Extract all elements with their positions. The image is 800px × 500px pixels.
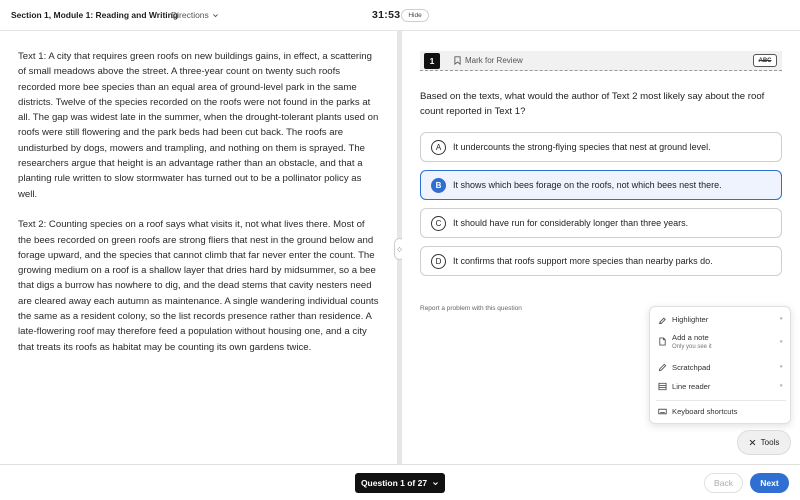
top-header [0, 0, 800, 31]
line-reader-icon [658, 382, 667, 391]
passage-text-1: Text 1: A city that requires green roofs on new buildings gains, in effect, a scattering of small meadows above the street. A three-year count on twenty such roofs recorded more bee species than an equal area of ground-level park in the same districts. Twelve of the species recorded on the roofs were not found in the parks at all. The gap was widest late in the summer, when the drought-tolerant plants used on roofs were still flowering and the park beds had been cut back. The roofs are undisturbed by dogs, mowers and trampling, and nothing on them is sprayed. The researchers argue that height is an advantage rather than an obstacle, and that a planting rule written to slow stormwater has turned out to be a pollinator policy as well. [18, 51, 379, 200]
next-button[interactable]: Next [750, 473, 789, 493]
report-problem-link[interactable]: Report a problem with this question [420, 305, 522, 312]
choice-text: It shows which bees forage on the roofs, not which bees nest there. [453, 180, 722, 190]
shortcut-dot-icon: ● [779, 339, 783, 345]
choice-letter: B [431, 178, 446, 193]
question-toolbar [420, 51, 782, 71]
choice-d[interactable] [420, 246, 782, 276]
shortcut-dot-icon: ● [779, 383, 783, 389]
tool-label: Highlighter [672, 315, 709, 324]
choice-a[interactable] [420, 132, 782, 162]
choice-b[interactable] [420, 170, 782, 200]
timer: 31:53 [372, 9, 401, 21]
hide-timer-button[interactable]: Hide [401, 9, 429, 22]
back-button[interactable]: Back [704, 473, 743, 493]
keyboard-icon [658, 407, 667, 416]
highlighter-icon [658, 315, 667, 324]
tool-label: Scratchpad [672, 363, 711, 372]
mark-for-review-button[interactable] [454, 56, 523, 65]
passage-text-2: Text 2: Counting species on a roof says what visits it, not what lives there. Most of the bees recorded on green roofs are strong fliers that nest in the ground below and forage upward, and the species that cannot climb that far never enter the count. The growing medium on a roof is a shallow layer that dries hard by midsummer, so a bee that digs a burrow has nowhere to dig, and the dead stems that cavity nesters need are cleared away each autumn as maintenance. A single wandering individual counts the same as a resident colony, so the list records presence rather than residence. A late-flowering roof may therefore feed a population without housing one, and a city that treats its roofs as habitat may be counting its own gardens twice. [18, 219, 379, 353]
tools-menu [649, 306, 791, 424]
menu-divider [656, 400, 786, 401]
chevron-down-icon [212, 12, 219, 19]
tool-label: Add a note [672, 333, 709, 342]
shortcut-dot-icon: ● [779, 364, 783, 370]
question-number: 1 [424, 53, 440, 69]
section-title: Section 1, Module 1: Reading and Writing [11, 10, 179, 20]
passage-pane [0, 31, 397, 464]
choice-letter: A [431, 140, 446, 155]
tools-toggle-button[interactable] [737, 430, 791, 455]
mark-review-label: Mark for Review [465, 56, 523, 65]
note-icon [658, 337, 667, 346]
tools-label: Tools [760, 438, 780, 447]
tool-line-reader[interactable] [650, 381, 790, 395]
choice-text: It confirms that roofs support more species than nearby parks do. [453, 256, 713, 266]
directions-button[interactable] [171, 10, 219, 20]
shortcut-dot-icon: ● [779, 316, 783, 322]
drag-handle-icon: ◇ [397, 246, 402, 253]
passage [18, 49, 380, 370]
choice-letter: D [431, 254, 446, 269]
tool-highlighter[interactable] [650, 314, 790, 328]
bookmark-icon [454, 56, 461, 65]
bottom-footer [0, 464, 800, 500]
tool-sublabel: Only you see it [672, 344, 712, 350]
close-icon [749, 439, 756, 446]
pencil-icon [658, 363, 667, 372]
answer-eliminator-button[interactable]: ABC [753, 54, 777, 67]
tool-label: Keyboard shortcuts [672, 407, 738, 416]
tool-scratchpad[interactable] [650, 362, 790, 376]
choice-letter: C [431, 216, 446, 231]
tool-label: Line reader [672, 382, 711, 391]
question-nav-label: Question 1 of 27 [360, 478, 428, 488]
tool-keyboard-shortcuts[interactable] [650, 406, 790, 420]
chevron-down-icon [432, 480, 439, 487]
question-prompt: Based on the texts, what would the author of Text 2 most likely say about the roof count reported in Text 1? [420, 91, 765, 117]
question-navigator-button[interactable] [355, 473, 445, 493]
tool-add-note[interactable] [650, 333, 790, 355]
choice-text: It should have run for considerably longer than three years. [453, 218, 689, 228]
choice-text: It undercounts the strong-flying species that nest at ground level. [453, 142, 711, 152]
choice-c[interactable] [420, 208, 782, 238]
directions-label: Directions [171, 10, 209, 20]
